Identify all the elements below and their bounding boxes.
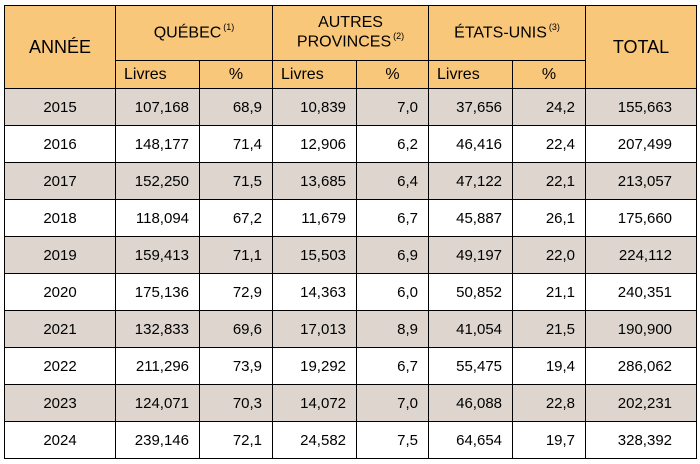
- header-autres-provinces: AUTRES PROVINCES $^{(2)}$: [273, 6, 429, 61]
- cell-year: 2024: [5, 422, 116, 459]
- cell-etats-unis-percent: 22,0: [513, 237, 586, 274]
- header-row: [5, 6, 697, 61]
- cell-autres-livres: 17,013: [273, 311, 357, 348]
- table-row: [5, 385, 697, 422]
- table-row: [5, 274, 697, 311]
- cell-quebec-percent: 68,9: [200, 89, 273, 126]
- cell-autres-percent: 6,7: [357, 348, 429, 385]
- cell-etats-unis-percent: 24,2: [513, 89, 586, 126]
- cell-quebec-percent: 67,2: [200, 200, 273, 237]
- cell-total: 224,112: [586, 237, 697, 274]
- cell-year: 2016: [5, 126, 116, 163]
- cell-etats-unis-percent: 22,1: [513, 163, 586, 200]
- cell-autres-livres: 19,292: [273, 348, 357, 385]
- cell-year: 2019: [5, 237, 116, 274]
- cell-autres-percent: 6,4: [357, 163, 429, 200]
- table-row: [5, 200, 697, 237]
- cell-etats-unis-percent: 19,7: [513, 422, 586, 459]
- subheader-livres: Livres: [273, 61, 357, 89]
- table-row: [5, 348, 697, 385]
- cell-autres-livres: 14,363: [273, 274, 357, 311]
- cell-total: 190,900: [586, 311, 697, 348]
- cell-year: 2015: [5, 89, 116, 126]
- cell-quebec-livres: 175,136: [116, 274, 200, 311]
- cell-total: 328,392: [586, 422, 697, 459]
- cell-quebec-livres: 124,071: [116, 385, 200, 422]
- table-row: [5, 422, 697, 459]
- cell-quebec-percent: 72,9: [200, 274, 273, 311]
- table-row: [5, 126, 697, 163]
- subheader-livres: Livres: [116, 61, 200, 89]
- cell-autres-livres: 10,839: [273, 89, 357, 126]
- cell-etats-unis-percent: 22,8: [513, 385, 586, 422]
- header-etats-unis: ÉTATS-UNIS $^{(3)}$: [429, 6, 586, 61]
- cell-etats-unis-percent: 19,4: [513, 348, 586, 385]
- cell-quebec-percent: 70,3: [200, 385, 273, 422]
- cell-autres-livres: 13,685: [273, 163, 357, 200]
- cell-autres-livres: 14,072: [273, 385, 357, 422]
- cell-quebec-livres: 107,168: [116, 89, 200, 126]
- cell-year: 2022: [5, 348, 116, 385]
- cell-quebec-livres: 148,177: [116, 126, 200, 163]
- cell-autres-percent: 7,5: [357, 422, 429, 459]
- cell-total: 175,660: [586, 200, 697, 237]
- cell-etats-unis-percent: 21,1: [513, 274, 586, 311]
- cell-total: 207,499: [586, 126, 697, 163]
- cell-autres-percent: 6,0: [357, 274, 429, 311]
- cell-autres-percent: 7,0: [357, 385, 429, 422]
- subheader-percent: %: [513, 61, 586, 89]
- cell-etats-unis-livres: 47,122: [429, 163, 513, 200]
- footnote-marker: (3): [548, 22, 560, 33]
- subheader-percent: %: [200, 61, 273, 89]
- table-row: [5, 89, 697, 126]
- cell-etats-unis-livres: 41,054: [429, 311, 513, 348]
- cell-autres-livres: 11,679: [273, 200, 357, 237]
- cell-etats-unis-livres: 46,088: [429, 385, 513, 422]
- cell-total: 202,231: [586, 385, 697, 422]
- table-row: [5, 311, 697, 348]
- subheader-percent: %: [357, 61, 429, 89]
- cell-etats-unis-percent: 26,1: [513, 200, 586, 237]
- cell-quebec-livres: 211,296: [116, 348, 200, 385]
- cell-quebec-percent: 69,6: [200, 311, 273, 348]
- book-distribution-table: [4, 5, 697, 459]
- cell-etats-unis-percent: 22,4: [513, 126, 586, 163]
- cell-autres-percent: 7,0: [357, 89, 429, 126]
- cell-autres-percent: 8,9: [357, 311, 429, 348]
- cell-quebec-percent: 71,4: [200, 126, 273, 163]
- cell-year: 2018: [5, 200, 116, 237]
- cell-quebec-percent: 71,1: [200, 237, 273, 274]
- cell-total: 213,057: [586, 163, 697, 200]
- cell-etats-unis-livres: 45,887: [429, 200, 513, 237]
- cell-etats-unis-livres: 49,197: [429, 237, 513, 274]
- cell-quebec-livres: 152,250: [116, 163, 200, 200]
- cell-quebec-percent: 72,1: [200, 422, 273, 459]
- cell-quebec-percent: 71,5: [200, 163, 273, 200]
- cell-etats-unis-livres: 64,654: [429, 422, 513, 459]
- cell-quebec-livres: 118,094: [116, 200, 200, 237]
- cell-quebec-livres: 239,146: [116, 422, 200, 459]
- cell-year: 2023: [5, 385, 116, 422]
- cell-autres-livres: 15,503: [273, 237, 357, 274]
- table-body: [5, 89, 697, 459]
- cell-etats-unis-livres: 55,475: [429, 348, 513, 385]
- cell-total: 240,351: [586, 274, 697, 311]
- cell-etats-unis-livres: 50,852: [429, 274, 513, 311]
- subheader-livres: Livres: [429, 61, 513, 89]
- cell-etats-unis-percent: 21,5: [513, 311, 586, 348]
- cell-quebec-livres: 159,413: [116, 237, 200, 274]
- header-total: TOTAL: [586, 6, 697, 89]
- cell-quebec-percent: 73,9: [200, 348, 273, 385]
- table-row: [5, 163, 697, 200]
- cell-year: 2021: [5, 311, 116, 348]
- cell-autres-percent: 6,2: [357, 126, 429, 163]
- cell-etats-unis-livres: 37,656: [429, 89, 513, 126]
- cell-autres-livres: 24,582: [273, 422, 357, 459]
- cell-autres-percent: 6,9: [357, 237, 429, 274]
- header-quebec: QUÉBEC $^{(1)}$: [116, 6, 273, 61]
- footnote-marker: (2): [393, 31, 405, 42]
- cell-total: 286,062: [586, 348, 697, 385]
- cell-autres-livres: 12,906: [273, 126, 357, 163]
- header-annee: ANNÉE: [5, 6, 116, 89]
- cell-etats-unis-livres: 46,416: [429, 126, 513, 163]
- cell-autres-percent: 6,7: [357, 200, 429, 237]
- cell-year: 2020: [5, 274, 116, 311]
- table-row: [5, 237, 697, 274]
- cell-total: 155,663: [586, 89, 697, 126]
- footnote-marker: (1): [223, 22, 235, 33]
- cell-quebec-livres: 132,833: [116, 311, 200, 348]
- cell-year: 2017: [5, 163, 116, 200]
